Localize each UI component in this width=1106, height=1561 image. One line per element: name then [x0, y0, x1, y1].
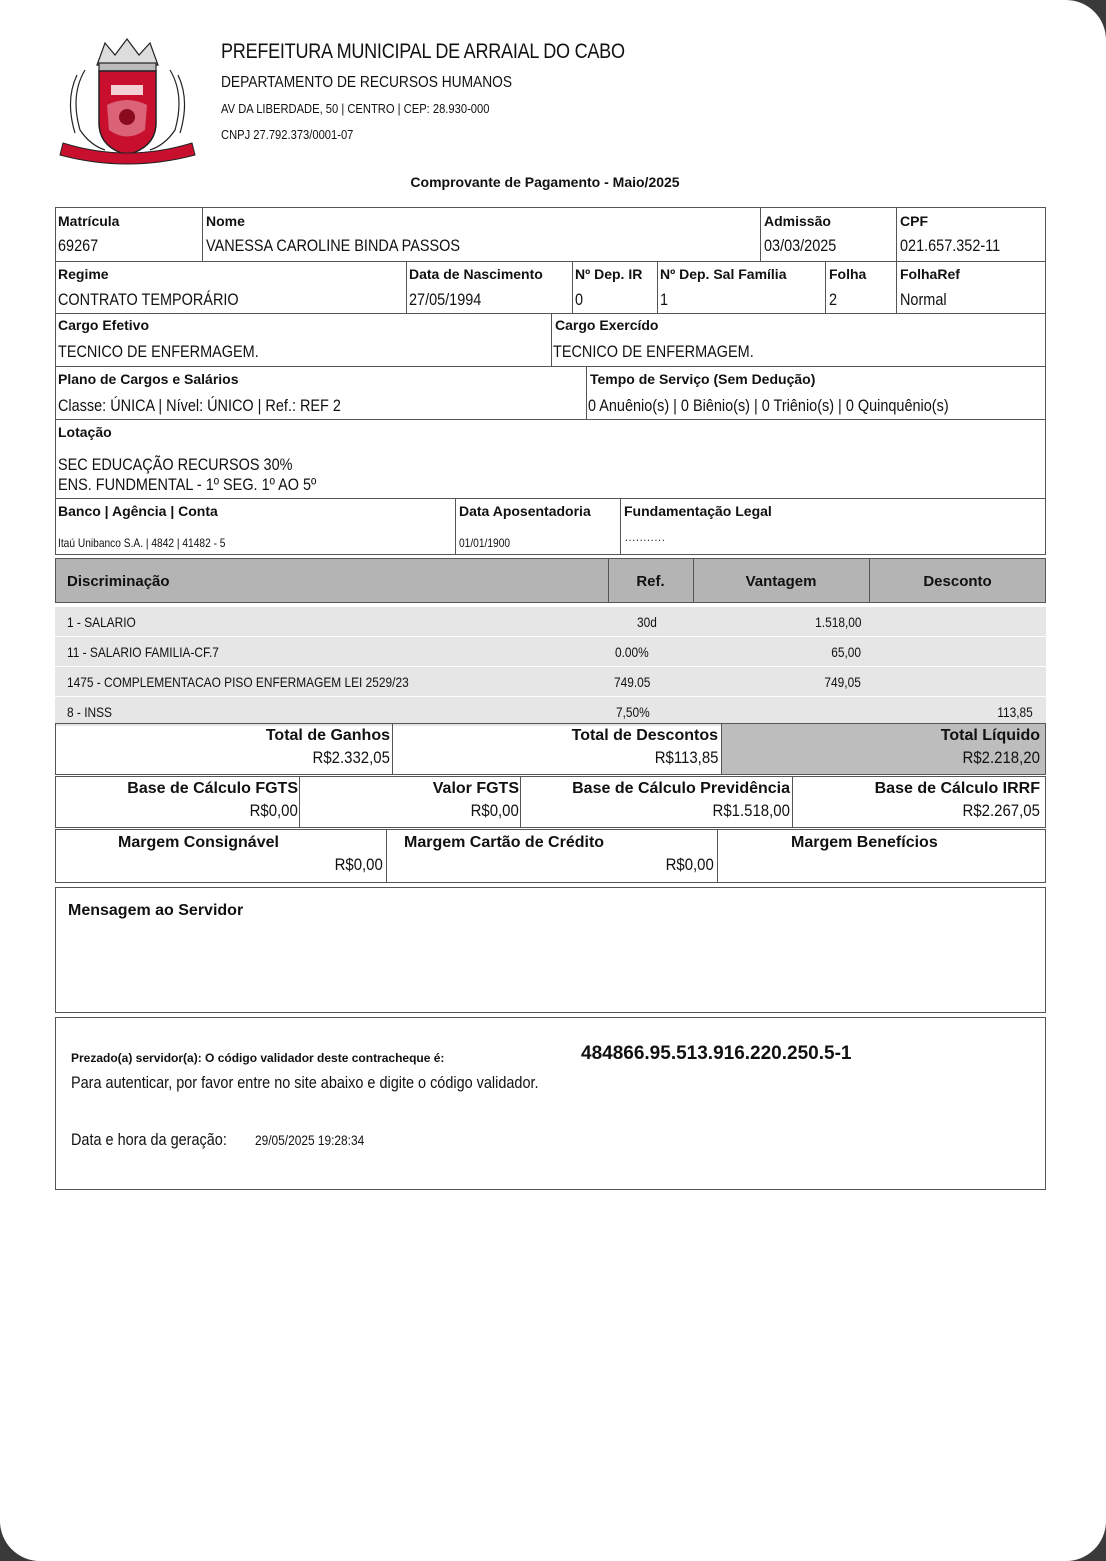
document-title: Comprovante de Pagamento - Maio/2025: [410, 174, 680, 190]
table-row: [55, 697, 1046, 726]
margem-consig-label: Margem Consignável: [118, 834, 279, 851]
datahora-label: Data e hora da geração:: [71, 1130, 227, 1149]
margem-cartao-value: R$0,00: [665, 855, 714, 874]
validacao-code: 484866.95.513.916.220.250.5-1: [581, 1043, 852, 1064]
total-descontos-label: Total de Descontos: [571, 727, 718, 744]
dep-ir-label: Nº Dep. IR: [575, 266, 643, 282]
cnpj-text: CNPJ 27.792.373/0001-07: [221, 127, 354, 142]
dep-ir-value: 0: [575, 290, 584, 309]
row-desconto: 113,85: [997, 704, 1033, 720]
cpf-label: CPF: [900, 213, 928, 229]
regime-value: CONTRATO TEMPORÁRIO: [58, 290, 239, 309]
irrf-value: R$2.267,05: [962, 801, 1040, 820]
irrf-label: Base de Cálculo IRRF: [874, 780, 1040, 797]
fgts-base-label: Base de Cálculo FGTS: [127, 780, 298, 797]
fgts-valor-label: Valor FGTS: [432, 780, 519, 797]
lotacao-line-2: ENS. FUNDMENTAL - 1º SEG. 1º AO 5º: [58, 475, 317, 494]
aposentadoria-label: Data Aposentadoria: [459, 503, 591, 519]
aposentadoria-value: 01/01/1900: [459, 536, 511, 550]
validacao-prefix: Prezado(a) servidor(a): O código validador deste contracheque é:: [71, 1051, 445, 1065]
plano-label: Plano de Cargos e Salários: [58, 371, 239, 387]
row-desc: 8 - INSS: [67, 704, 112, 720]
nome-value: VANESSA CAROLINE BINDA PASSOS: [206, 236, 461, 255]
dep-sal-label: Nº Dep. Sal Família: [660, 266, 787, 282]
municipality-name: PREFEITURA MUNICIPAL DE ARRAIAL DO CABO: [221, 40, 625, 63]
tempo-label: Tempo de Serviço (Sem Dedução): [590, 371, 816, 387]
margem-beneficios-label: Margem Benefícios: [791, 834, 938, 851]
lotacao-label: Lotação: [58, 424, 112, 440]
table-row: [55, 607, 1046, 636]
validacao-instr: Para autenticar, por favor entre no site abaixo e digite o código validador.: [71, 1073, 539, 1092]
total-ganhos-value: R$2.332,05: [312, 748, 390, 767]
fundamentacao-label: Fundamentação Legal: [624, 503, 772, 519]
nome-label: Nome: [206, 213, 245, 229]
fundamentacao-value: ...........: [625, 530, 666, 544]
department-name: DEPARTAMENTO DE RECURSOS HUMANOS: [221, 74, 513, 91]
row-desc: 1 - SALARIO: [67, 614, 136, 630]
prev-label: Base de Cálculo Previdência: [572, 780, 790, 797]
nascimento-value: 27/05/1994: [409, 290, 482, 309]
folha-value: 2: [829, 290, 838, 309]
folharef-value: Normal: [900, 290, 947, 309]
total-descontos-value: R$113,85: [654, 748, 718, 767]
row-vantagem: 749,05: [824, 674, 861, 690]
col-desconto: Desconto: [923, 573, 992, 590]
banco-label: Banco | Agência | Conta: [58, 503, 218, 519]
regime-label: Regime: [58, 266, 109, 282]
fgts-valor-value: R$0,00: [470, 801, 519, 820]
col-ref: Ref.: [636, 573, 665, 590]
margem-consig-value: R$0,00: [334, 855, 383, 874]
banco-value: Itaú Unibanco S.A. | 4842 | 41482 - 5: [58, 536, 226, 550]
address-text: AV DA LIBERDADE, 50 | CENTRO | CEP: 28.930-000: [221, 101, 490, 116]
cpf-value: 021.657.352-11: [900, 236, 1001, 255]
total-liquido-label: Total Líquido: [940, 727, 1040, 744]
plano-value: Classe: ÚNICA | Nível: ÚNICO | Ref.: REF 2: [58, 396, 341, 415]
cargo-efetivo-value: TECNICO DE ENFERMAGEM.: [58, 342, 259, 361]
col-discriminacao: Discriminação: [67, 573, 170, 590]
total-ganhos-label: Total de Ganhos: [265, 727, 390, 744]
row-ref: 749.05: [614, 674, 651, 690]
tempo-value: 0 Anuênio(s) | 0 Biênio(s) | 0 Triênio(s) | 0 Quinquênio(s): [588, 396, 949, 415]
validacao-box: [55, 1017, 1046, 1190]
cargo-exercido-value: TECNICO DE ENFERMAGEM.: [553, 342, 754, 361]
coat-of-arms-logo: [55, 35, 200, 167]
margem-cartao-label: Margem Cartão de Crédito: [404, 834, 605, 851]
folharef-label: FolhaRef: [900, 266, 960, 282]
table-row: [55, 637, 1046, 666]
row-vantagem: 1.518,00: [814, 614, 861, 630]
total-liquido-value: R$2.218,20: [962, 748, 1040, 767]
admissao-label: Admissão: [764, 213, 831, 229]
fgts-base-value: R$0,00: [249, 801, 298, 820]
col-vantagem: Vantagem: [745, 573, 817, 590]
row-ref: 7,50%: [616, 704, 650, 720]
dep-sal-value: 1: [660, 290, 669, 309]
datahora-value: 29/05/2025 19:28:34: [255, 1132, 365, 1148]
prev-value: R$1.518,00: [712, 801, 790, 820]
matricula-value: 69267: [58, 236, 99, 255]
admissao-value: 03/03/2025: [764, 236, 837, 255]
row-desc: 11 - SALARIO FAMILIA-CF.7: [67, 644, 219, 660]
matricula-label: Matrícula: [58, 213, 120, 229]
row-ref: 30d: [637, 614, 657, 630]
folha-label: Folha: [829, 266, 867, 282]
lotacao-line-1: SEC EDUCAÇÃO RECURSOS 30%: [58, 455, 293, 474]
mensagem-label: Mensagem ao Servidor: [68, 902, 244, 919]
cargo-efetivo-label: Cargo Efetivo: [58, 317, 150, 333]
row-desc: 1475 - COMPLEMENTACAO PISO ENFERMAGEM LEI 2529/23: [67, 674, 409, 690]
nascimento-label: Data de Nascimento: [409, 266, 543, 282]
cargo-exercido-label: Cargo Exercído: [555, 317, 659, 333]
row-vantagem: 65,00: [831, 644, 861, 660]
table-row: [55, 667, 1046, 696]
row-ref: 0.00%: [615, 644, 649, 660]
